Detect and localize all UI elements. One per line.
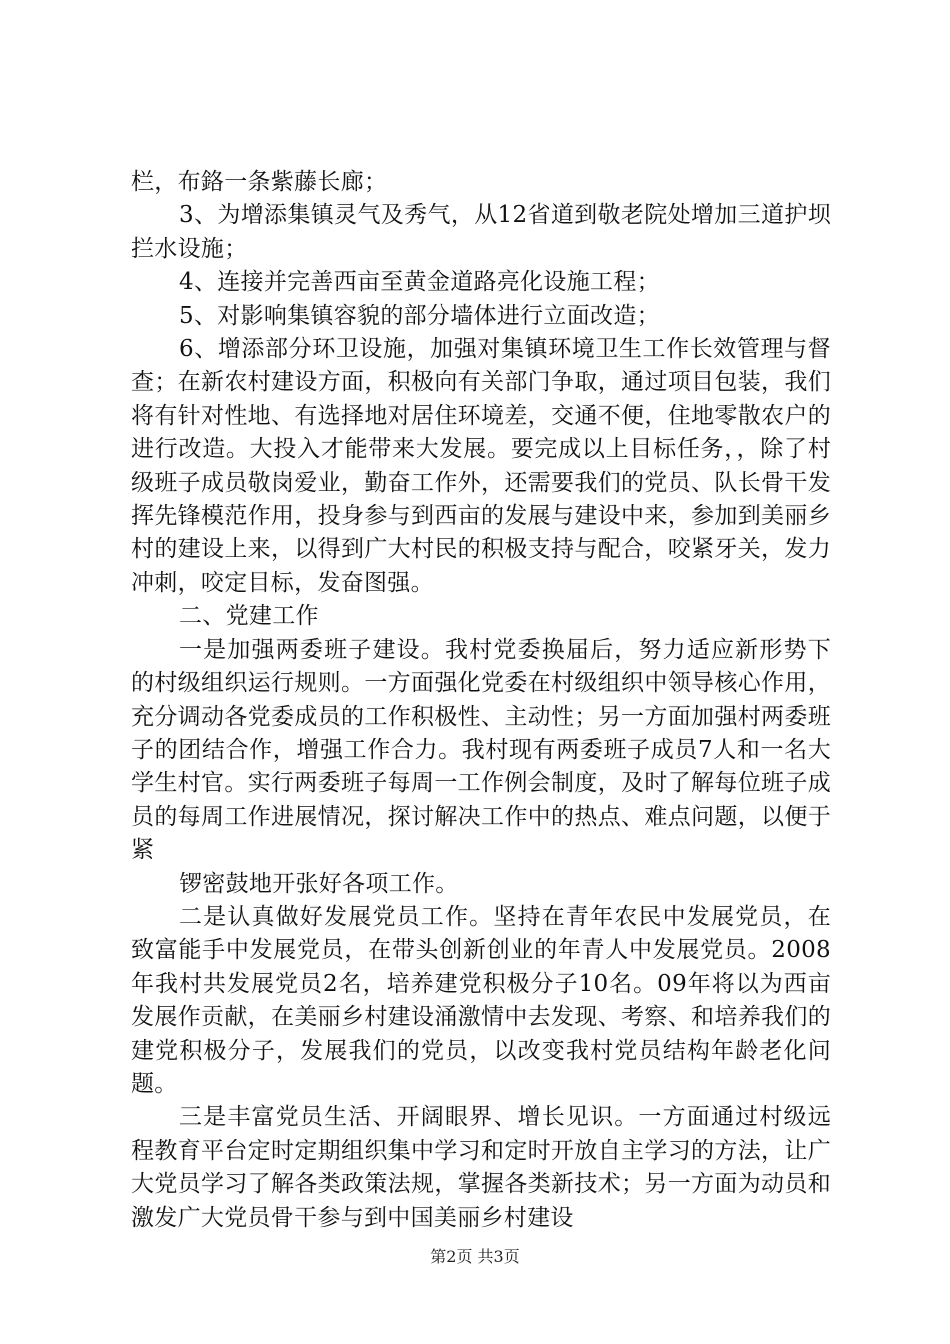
- paragraph-2: 3、为增添集镇灵气及秀气，从12省道到敬老院处增加三道护坝拦水设施；: [131, 202, 831, 262]
- paragraph-9: 二是认真做好发展党员工作。坚持在青年农民中发展党员，在致富能手中发展党员，在带头创新创业的年青人中发展党员。2008年我村共发展党员2名，培养建党积极分子10名。09年将以为西亩发展作贡献，在美丽乡村建设涌激情中去发现、考察、和培养我们的建党积极分子，发展我们的党员，以改变我村党员结构年龄老化问题。: [131, 903, 831, 1097]
- paragraph-8: 锣密鼓地开张好各项工作。: [179, 870, 459, 897]
- section-heading: 二、党建工作: [179, 603, 319, 630]
- document-body: [131, 166, 831, 1235]
- paragraph-5: 6、增添部分环卫设施，加强对集镇环境卫生工作长效管理与督查；在新农村建设方面，积极向有关部门争取，通过项目包装，我们将有针对性地、有选择地对居住环境差，交通不便，住地零散农户的进行改造。大投入才能带来大发展。要完成以上目标任务，，除了村级班子成员敬岗爱业，勤奋工作外，还需要我们的党员、队长骨干发挥先锋模范作用，投身参与到西亩的发展与建设中来，参加到美丽乡村的建设上来，以得到广大村民的积极支持与配合，咬紧牙关，发力冲刺，咬定目标，发奋图强。: [131, 336, 831, 596]
- paragraph-1: 栏，布鉻一条紫藤长廊；: [131, 169, 388, 195]
- paragraph-7: 一是加强两委班子建设。我村党委换届后，努力适应新形势下的村级组织运行规则。一方面强化党委在村级组织中领导核心作用，充分调动各党委成员的工作积极性、主动性；另一方面加强村两委班子的团结合作，增强工作合力。我村现有两委班子成员7人和一名大学生村官。实行两委班子每周一工作例会制度，及时了解每位班子成员的每周工作进展情况，探讨解决工作中的热点、难点问题，以便于紧: [131, 636, 831, 864]
- paragraph-3: 4、连接并完善西亩至黄金道路亮化设施工程；: [179, 269, 660, 296]
- page-footer: 第2页 共3页: [430, 1247, 520, 1266]
- paragraph-10: 三是丰富党员生活、开阔眼界、增长见识。一方面通过村级远程教育平台定时定期组织集中学习和定时开放自主学习的方法，让广大党员学习了解各类政策法规，掌握各类新技术；另一方面为动员和激发广大党员骨干参与到中国美丽乡村建设: [131, 1104, 831, 1231]
- paragraph-4: 5、对影响集镇容貌的部分墙体进行立面改造；: [179, 302, 660, 329]
